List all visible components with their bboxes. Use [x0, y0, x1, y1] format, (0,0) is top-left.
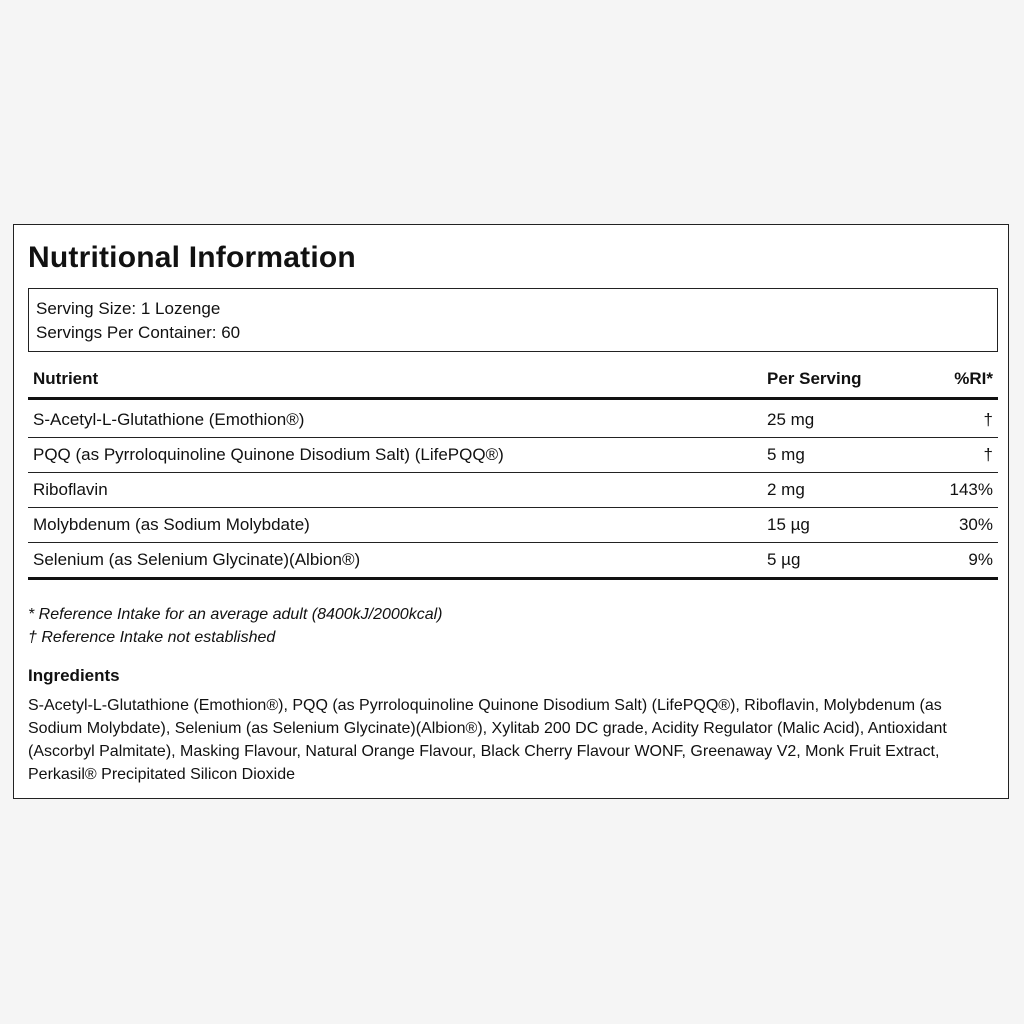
cell-ri: 143%	[949, 480, 993, 499]
footnote-reference-intake: * Reference Intake for an average adult (8400kJ/2000kcal)	[28, 606, 443, 623]
table-header	[28, 361, 998, 400]
cell-nutrient: Selenium (as Selenium Glycinate)(Albion®)	[33, 550, 361, 569]
ingredients-text: S-Acetyl-L-Glutathione (Emothion®), PQQ (as Pyrroloquinoline Quinone Disodium Salt) (LifePQQ®), Riboflavin, Molybdenum (as Sodium Molybdate), Selenium (as Selenium Glycinate)(Albion®), Xylitab 200 DC grade, Acidity Regulator (Malic Acid), Antioxidant (Ascorbyl Palmitate), Masking Flavour, Natural Orange Flavour, Black Cherry Flavour WONF, Greenaway V2, Monk Fruit Extract, Perkasil® Precipitated Silicon Dioxide	[28, 697, 947, 783]
cell-nutrient: PQQ (as Pyrroloquinoline Quinone Disodium Salt) (LifePQQ®)	[33, 445, 504, 464]
cell-per-serving: 2 mg	[767, 480, 805, 499]
panel-title: Nutritional Information	[28, 241, 356, 274]
cell-ri: †	[983, 445, 993, 464]
cell-ri: 30%	[958, 515, 993, 534]
servings-per-container: Servings Per Container: 60	[36, 323, 241, 342]
ingredients-heading: Ingredients	[28, 666, 120, 685]
cell-per-serving: 25 mg	[767, 410, 815, 429]
nutrient-table	[28, 361, 998, 580]
serving-info-box	[28, 288, 998, 352]
cell-per-serving: 5 mg	[767, 445, 805, 464]
table-row	[28, 438, 998, 473]
header-nutrient: Nutrient	[33, 369, 99, 388]
header-per-serving: Per Serving	[767, 369, 862, 388]
cell-per-serving: 5 µg	[767, 550, 801, 569]
table-row	[28, 473, 998, 508]
nutrition-panel	[13, 224, 1009, 799]
cell-nutrient: S-Acetyl-L-Glutathione (Emothion®)	[33, 410, 305, 429]
cell-per-serving: 15 µg	[767, 515, 810, 534]
cell-nutrient: Riboflavin	[33, 480, 108, 499]
table-row	[28, 543, 998, 580]
header-ri: %RI*	[954, 369, 993, 388]
table-row	[28, 508, 998, 543]
serving-size: Serving Size: 1 Lozenge	[36, 299, 221, 318]
cell-ri: †	[983, 410, 993, 429]
table-row	[28, 403, 998, 438]
footnotes	[28, 603, 442, 649]
table-body	[28, 403, 998, 580]
footnote-not-established: † Reference Intake not established	[28, 629, 276, 646]
cell-ri: 9%	[968, 550, 993, 569]
cell-nutrient: Molybdenum (as Sodium Molybdate)	[33, 515, 310, 534]
